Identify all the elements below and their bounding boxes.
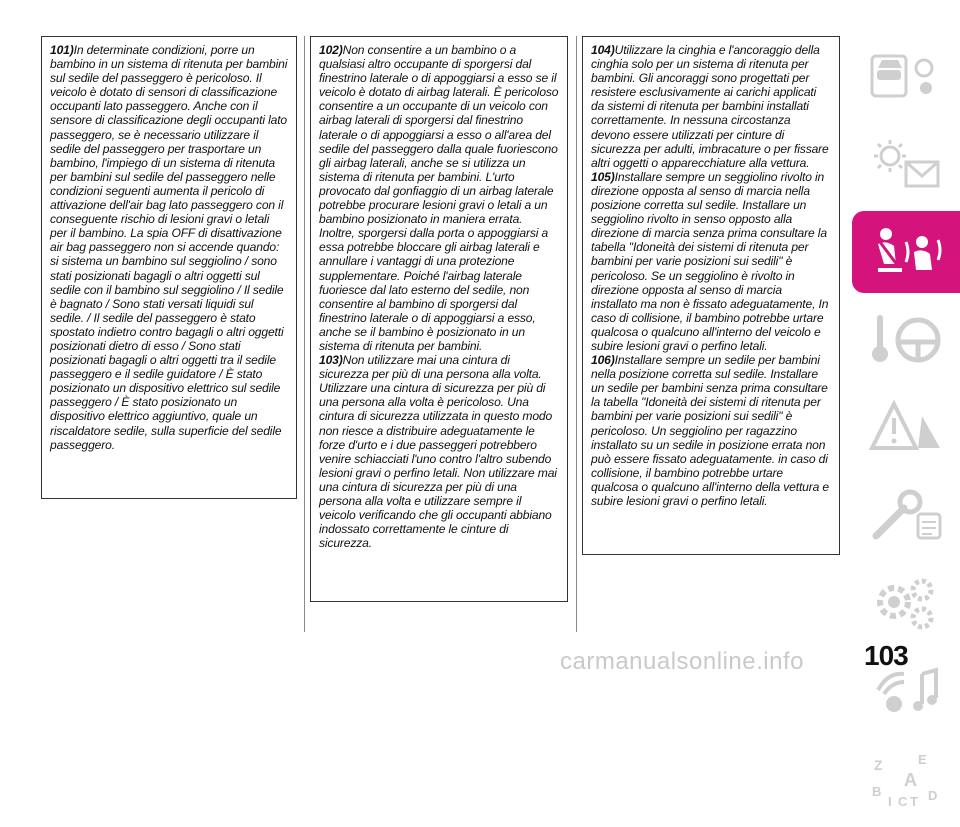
note-104: [591, 43, 831, 170]
note-text: Utilizzare la cinghia e l'ancoraggio della cinghia solo per un sistema di ritenuta per bambini. Gli ancoraggi sono progettati per resistere esclusivamente ai carichi applicati da sistemi di ritenuta per bambini installati correttamente. In nessuna circostanza devono essere utilizzati per cinture di sicurezza per adulti, imbracature o per fissare altri oggetti o apparecchiature alla vettura.: [591, 43, 829, 170]
tab-warning-lights[interactable]: [852, 123, 960, 205]
svg-text:T: T: [910, 794, 918, 809]
tab-technical-data[interactable]: [852, 563, 960, 645]
key-steering-wheel-icon: [864, 308, 948, 372]
tab-car-dashboard[interactable]: [852, 35, 960, 117]
warning-lights-icon: [864, 132, 948, 196]
note-text: Non consentire a un bambino o a qualsiasi altro occupante di sporgersi dal finestrino laterale o di appoggiarsi a esso se il veicolo è dotato di airbag laterali. È pericoloso consentire a un occupante di un veicolo con airbag laterali di sporgersi dal finestrino laterale o di appoggiarsi a esso o all'area del sedile del passeggero dalla quale fuoriescono gli airbag laterali, anche se si utilizza un sistema di ritenuta per bambini. L'urto provocato dal gonfiaggio di un airbag laterale potrebbe procurare lesioni gravi o letali a un bambino posizionato in maniera errata. Inoltre, sporgersi dalla porta o appoggiarsi a essa potrebbe bloccare gli airbag laterali e annullare i vantaggi di una protezione supplementare. Poiché l'airbag laterale fuoriesce dal lato esterno del sedile, non consentire al bambino di sporgersi dal finestrino laterale o di appoggiarsi a esso, anche se il bambino è posizionato in un sistema di ritenuta per bambini.: [319, 43, 559, 353]
seat-belt-airbag-icon: [864, 220, 948, 284]
tab-safety[interactable]: [852, 211, 960, 293]
note-text: Installare sempre un seggiolino rivolto in direzione opposta al senso di marcia nella posizione corretta sul sedile. Installare un seggiolino rivolto in senso opposto alla direzione di marcia senza prima consultare la tabella "Idoneità dei sistemi di ritenuta per bambini per varie posizioni sui sedili" è pericoloso. Se un seggiolino è rivolto in direzione opposta al senso di marcia installato ma non è fissato adeguatamente, In caso di collisione, il bambino potrebbe urtare qualcosa o qualcuno all'interno del veicolo e subire lesioni gravi o perfino letali.: [591, 169, 829, 353]
note-number: 102): [319, 43, 343, 57]
note-number: 101): [50, 43, 74, 57]
note-number: 103): [319, 353, 343, 368]
svg-text:I: I: [888, 794, 892, 809]
svg-text:E: E: [918, 752, 927, 767]
warning-box-104-106: [582, 36, 840, 555]
note-102: [319, 43, 559, 353]
watermark: carmanualsonline.info: [560, 648, 804, 675]
chapter-tabs: [852, 35, 960, 827]
tab-emergency[interactable]: [852, 387, 960, 469]
note-number: 106): [591, 353, 615, 368]
svg-text:A: A: [904, 770, 917, 790]
page-number: 103: [864, 640, 908, 671]
gears-specs-icon: [864, 572, 948, 636]
svg-text:Z: Z: [874, 757, 883, 773]
svg-text:C: C: [898, 794, 908, 809]
warning-box-101: [41, 36, 297, 499]
svg-text:B: B: [872, 784, 882, 799]
alphabet-index-icon: [864, 748, 948, 812]
note-103: [319, 353, 559, 550]
column-divider: [304, 36, 305, 632]
tab-index[interactable]: [852, 739, 960, 821]
note-text: Non utilizzare mai una cintura di sicurezza per più di una persona alla volta. Utilizzare una cintura di sicurezza per più di una persona alla volta è pericoloso. Una cintura di sicurezza utilizzata in questo modo non riesce a distribuire adeguatamente le forze d'urto e i due passeggeri potrebbero venire schiacciati l'uno contro l'altro subendo lesioni gravi o perfino letali. Non utilizzare mai una cintura di sicurezza per più di una persona alla volta e utilizzare sempre il veicolo verificando che gli occupanti abbiano indossato correttamente le cinture di sicurezza.: [319, 353, 557, 551]
tab-maintenance[interactable]: [852, 475, 960, 557]
note-106: [591, 353, 831, 508]
car-dashboard-icon: [864, 44, 948, 108]
tab-starting-driving[interactable]: [852, 299, 960, 381]
note-text: Installare sempre un sedile per bambini nella posizione corretta sul sedile. Installare un sedile per bambini senza prima consultare la tabella "Idoneità dei sistemi di ritenuta per bambini per varie posizioni sui sedili" è pericoloso. Un seggiolino per ragazzino installato su un sedile in posizione errata non può essere fissato adeguatamente. in caso di collisione, il bambino potrebbe urtare qualcosa o qualcuno all'interno della vettura e subire lesioni gravi o perfino letali.: [591, 353, 829, 508]
svg-text:D: D: [928, 788, 938, 803]
column-divider: [576, 36, 577, 632]
note-101: [50, 43, 288, 452]
wrench-service-icon: [864, 484, 948, 548]
warning-box-102-103: [310, 36, 568, 602]
note-number: 104): [591, 43, 615, 57]
note-text: In determinate condizioni, porre un bambino in un sistema di ritenuta per bambini sul sedile del passeggero è pericoloso. Il veicolo è dotato di sensori di classificazione occupanti lato passeggero. Anche con il sensore di classificazione degli occupanti lato passeggero, se è necessario utilizzare il sedile del passeggero per trasportare un bambino, l'impiego di un sistema di ritenuta per bambini sul sedile del passeggero nelle condizioni seguenti aumenta il pericolo di attivazione dell'air bag lato passeggero con il conseguente rischio di lesioni gravi o letali per il bambino. La spia OFF di disattivazione air bag passeggero non si accende quando: si sistema un bambino sul seggiolino / sono stati posizionati bagagli o altri oggetti sul sedile con il bambino sul seggiolino / Il sedile è bagnato / Sono stati versati liquidi sul sedile. / Il sedile del passeggero è stato spostato indietro contro bagagli o altri oggetti posizionati dietro di esso / Sono stati posizionati bagagli o altri oggetti tra il sedile passeggero e il sedile guidatore / È stato posizionato un dispositivo elettrico sul sedile passeggero / È stato posizionato un dispositivo elettrico aggiuntivo, quale un riscaldatore sedile, sulla superficie del sedile passeggero.: [50, 43, 288, 452]
note-105: [591, 170, 831, 353]
warning-triangle-icon: [864, 396, 948, 460]
note-number: 105): [591, 169, 615, 184]
